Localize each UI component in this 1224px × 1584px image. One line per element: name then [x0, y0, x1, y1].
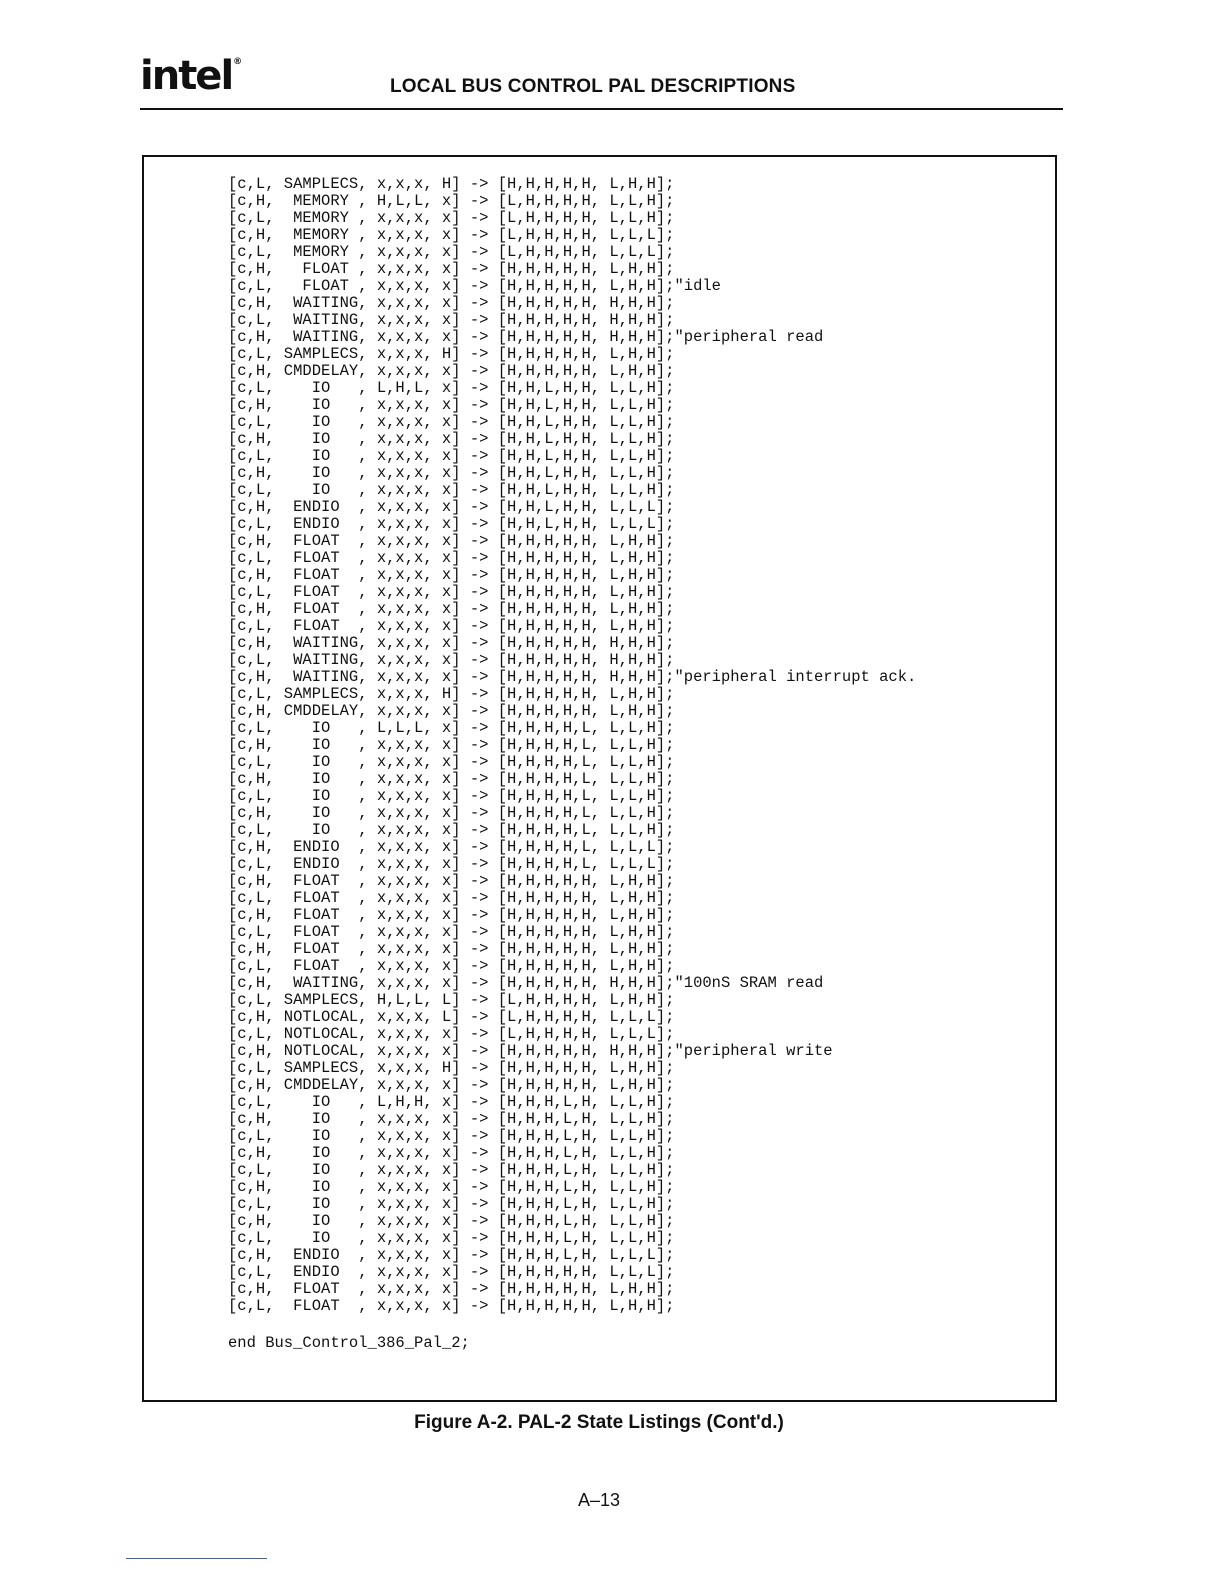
listing-line: [c,H, IO , x,x,x, x] -> [H,H,H,L,H, L,L,H]; — [228, 1178, 675, 1196]
listing-line: [c,L, ENDIO , x,x,x, x] -> [H,H,H,H,H, L,L,L]; — [228, 1263, 675, 1281]
listing-line: [c,L, SAMPLECS, H,L,L, L] -> [L,H,H,H,H, L,H,H]; — [228, 991, 675, 1009]
listing-line: [c,H, CMDDELAY, x,x,x, x] -> [H,H,H,H,H, L,H,H]; — [228, 702, 675, 720]
listing-line: [c,H, IO , x,x,x, x] -> [H,H,H,H,L, L,L,H]; — [228, 804, 675, 822]
listing-line: [c,H, MEMORY , H,L,L, x] -> [L,H,H,H,H, L,L,H]; — [228, 192, 675, 210]
listing-line: [c,H, ENDIO , x,x,x, x] -> [H,H,H,H,L, L,L,L]; — [228, 838, 675, 856]
listing-line: [c,H, IO , x,x,x, x] -> [H,H,L,H,H, L,L,H]; — [228, 430, 675, 448]
listing-line: [c,H, WAITING, x,x,x, x] -> [H,H,H,H,H, H,H,H]; — [228, 294, 675, 312]
page-number: A–13 — [577, 1490, 621, 1510]
listing-line: [c,H, FLOAT , x,x,x, x] -> [H,H,H,H,H, L,H,H]; — [228, 872, 675, 890]
listing-line: [c,H, FLOAT , x,x,x, x] -> [H,H,H,H,H, L,H,H]; — [228, 906, 675, 924]
listing-line: [c,L, SAMPLECS, x,x,x, H] -> [H,H,H,H,H, L,H,H]; — [228, 175, 675, 193]
listing-line: [c,L, IO , L,H,H, x] -> [H,H,H,L,H, L,L,H]; — [228, 1093, 675, 1111]
intel-logo — [140, 53, 241, 99]
listing-line: [c,L, FLOAT , x,x,x, x] -> [H,H,H,H,H, L,H,H]; — [228, 1297, 675, 1315]
listing-line: [c,H, MEMORY , x,x,x, x] -> [L,H,H,H,H, L,L,L]; — [228, 226, 675, 244]
listing-line: [c,L, SAMPLECS, x,x,x, H] -> [H,H,H,H,H, L,H,H]; — [228, 685, 675, 703]
listing-line: [c,H, IO , x,x,x, x] -> [H,H,L,H,H, L,L,H]; — [228, 396, 675, 414]
listing-line: [c,L, WAITING, x,x,x, x] -> [H,H,H,H,H, H,H,H]; — [228, 311, 675, 329]
listing-line: [c,H, FLOAT , x,x,x, x] -> [H,H,H,H,H, L,H,H]; — [228, 566, 675, 584]
registered-mark: ® — [233, 57, 241, 67]
logo-text: intel — [140, 53, 233, 99]
listing-line: [c,H, IO , x,x,x, x] -> [H,H,H,L,H, L,L,H]; — [228, 1212, 675, 1230]
listing-line: [c,L, SAMPLECS, x,x,x, H] -> [H,H,H,H,H, L,H,H]; — [228, 1059, 675, 1077]
listing-line: [c,L, FLOAT , x,x,x, x] -> [H,H,H,H,H, L,H,H]; — [228, 889, 675, 907]
listing-line: [c,L, ENDIO , x,x,x, x] -> [H,H,H,H,L, L,L,L]; — [228, 855, 675, 873]
listing-line: [c,L, IO , x,x,x, x] -> [H,H,L,H,H, L,L,H]; — [228, 481, 675, 499]
header-divider — [140, 108, 1063, 110]
listing-line: [c,H, NOTLOCAL, x,x,x, L] -> [L,H,H,H,H, L,L,L]; — [228, 1008, 675, 1026]
listing-line: [c,L, IO , L,H,L, x] -> [H,H,L,H,H, L,L,H]; — [228, 379, 675, 397]
end-statement: end Bus_Control_386_Pal_2; — [228, 1334, 470, 1352]
listing-line: [c,H, FLOAT , x,x,x, x] -> [H,H,H,H,H, L,H,H]; — [228, 260, 675, 278]
listing-line: [c,L, IO , x,x,x, x] -> [H,H,H,H,L, L,L,H]; — [228, 787, 675, 805]
listing-line: [c,L, FLOAT , x,x,x, x] -> [H,H,H,H,H, L,H,H]; — [228, 923, 675, 941]
listing-line: [c,L, IO , x,x,x, x] -> [H,H,H,L,H, L,L,H]; — [228, 1161, 675, 1179]
listing-line: [c,H, IO , x,x,x, x] -> [H,H,L,H,H, L,L,H]; — [228, 464, 675, 482]
listing-line: [c,L, IO , x,x,x, x] -> [H,H,H,H,L, L,L,H]; — [228, 753, 675, 771]
listing-line: [c,H, WAITING, x,x,x, x] -> [H,H,H,H,H, H,H,H]; — [228, 634, 675, 652]
listing-line: [c,L, IO , x,x,x, x] -> [H,H,L,H,H, L,L,H]; — [228, 413, 675, 431]
state-listing — [228, 176, 916, 1315]
listing-line: [c,L, FLOAT , x,x,x, x] -> [H,H,H,H,H, L,H,H]; — [228, 617, 675, 635]
page-header-title: LOCAL BUS CONTROL PAL DESCRIPTIONS — [390, 76, 796, 97]
listing-line: [c,L, IO , x,x,x, x] -> [H,H,H,L,H, L,L,H]; — [228, 1127, 675, 1145]
listing-line: [c,L, FLOAT , x,x,x, x] -> [H,H,H,H,H, L,H,H]; — [228, 549, 675, 567]
listing-line: [c,H, IO , x,x,x, x] -> [H,H,H,L,H, L,L,H]; — [228, 1144, 675, 1162]
listing-line: [c,L, IO , x,x,x, x] -> [H,H,H,L,H, L,L,H]; — [228, 1195, 675, 1213]
listing-line: [c,L, MEMORY , x,x,x, x] -> [L,H,H,H,H, L,L,H]; — [228, 209, 675, 227]
figure-caption: Figure A-2. PAL-2 State Listings (Cont'd.) — [414, 1412, 784, 1433]
listing-line: [c,H, FLOAT , x,x,x, x] -> [H,H,H,H,H, L,H,H]; — [228, 940, 675, 958]
listing-line: [c,H, FLOAT , x,x,x, x] -> [H,H,H,H,H, L,H,H]; — [228, 1280, 675, 1298]
listing-line: [c,L, FLOAT , x,x,x, x] -> [H,H,H,H,H, L,H,H]; — [228, 957, 675, 975]
listing-line: [c,H, WAITING, x,x,x, x] -> [H,H,H,H,H, H,H,H];"peripheral interrupt ack. — [228, 668, 917, 686]
listing-line: [c,L, IO , x,x,x, x] -> [H,H,H,L,H, L,L,H]; — [228, 1229, 675, 1247]
listing-line: [c,H, CMDDELAY, x,x,x, x] -> [H,H,H,H,H, L,H,H]; — [228, 1076, 675, 1094]
listing-line: [c,H, IO , x,x,x, x] -> [H,H,H,H,L, L,L,H]; — [228, 770, 675, 788]
listing-line: [c,H, WAITING, x,x,x, x] -> [H,H,H,H,H, H,H,H];"peripheral read — [228, 328, 824, 346]
listing-line: [c,H, ENDIO , x,x,x, x] -> [H,H,L,H,H, L,L,L]; — [228, 498, 675, 516]
listing-line: [c,H, CMDDELAY, x,x,x, x] -> [H,H,H,H,H, L,H,H]; — [228, 362, 675, 380]
listing-line: [c,L, IO , x,x,x, x] -> [H,H,H,H,L, L,L,H]; — [228, 821, 675, 839]
listing-line: [c,H, IO , x,x,x, x] -> [H,H,H,L,H, L,L,H]; — [228, 1110, 675, 1128]
listing-line: [c,H, ENDIO , x,x,x, x] -> [H,H,H,L,H, L,L,L]; — [228, 1246, 675, 1264]
listing-line: [c,L, IO , L,L,L, x] -> [H,H,H,H,L, L,L,H]; — [228, 719, 675, 737]
footer-divider — [126, 1558, 267, 1559]
listing-line: [c,H, FLOAT , x,x,x, x] -> [H,H,H,H,H, L,H,H]; — [228, 532, 675, 550]
listing-line: [c,L, SAMPLECS, x,x,x, H] -> [H,H,H,H,H, L,H,H]; — [228, 345, 675, 363]
listing-line: [c,H, IO , x,x,x, x] -> [H,H,H,H,L, L,L,H]; — [228, 736, 675, 754]
listing-line: [c,L, NOTLOCAL, x,x,x, x] -> [L,H,H,H,H, L,L,L]; — [228, 1025, 675, 1043]
listing-line: [c,L, FLOAT , x,x,x, x] -> [H,H,H,H,H, L,H,H];"idle — [228, 277, 721, 295]
listing-line: [c,L, IO , x,x,x, x] -> [H,H,L,H,H, L,L,H]; — [228, 447, 675, 465]
listing-line: [c,H, NOTLOCAL, x,x,x, x] -> [H,H,H,H,H, H,H,H];"peripheral write — [228, 1042, 833, 1060]
listing-line: [c,H, FLOAT , x,x,x, x] -> [H,H,H,H,H, L,H,H]; — [228, 600, 675, 618]
listing-line: [c,H, WAITING, x,x,x, x] -> [H,H,H,H,H, H,H,H];"100nS SRAM read — [228, 974, 824, 992]
listing-line: [c,L, WAITING, x,x,x, x] -> [H,H,H,H,H, H,H,H]; — [228, 651, 675, 669]
listing-line: [c,L, ENDIO , x,x,x, x] -> [H,H,L,H,H, L,L,L]; — [228, 515, 675, 533]
listing-line: [c,L, MEMORY , x,x,x, x] -> [L,H,H,H,H, L,L,L]; — [228, 243, 675, 261]
listing-line: [c,L, FLOAT , x,x,x, x] -> [H,H,H,H,H, L,H,H]; — [228, 583, 675, 601]
